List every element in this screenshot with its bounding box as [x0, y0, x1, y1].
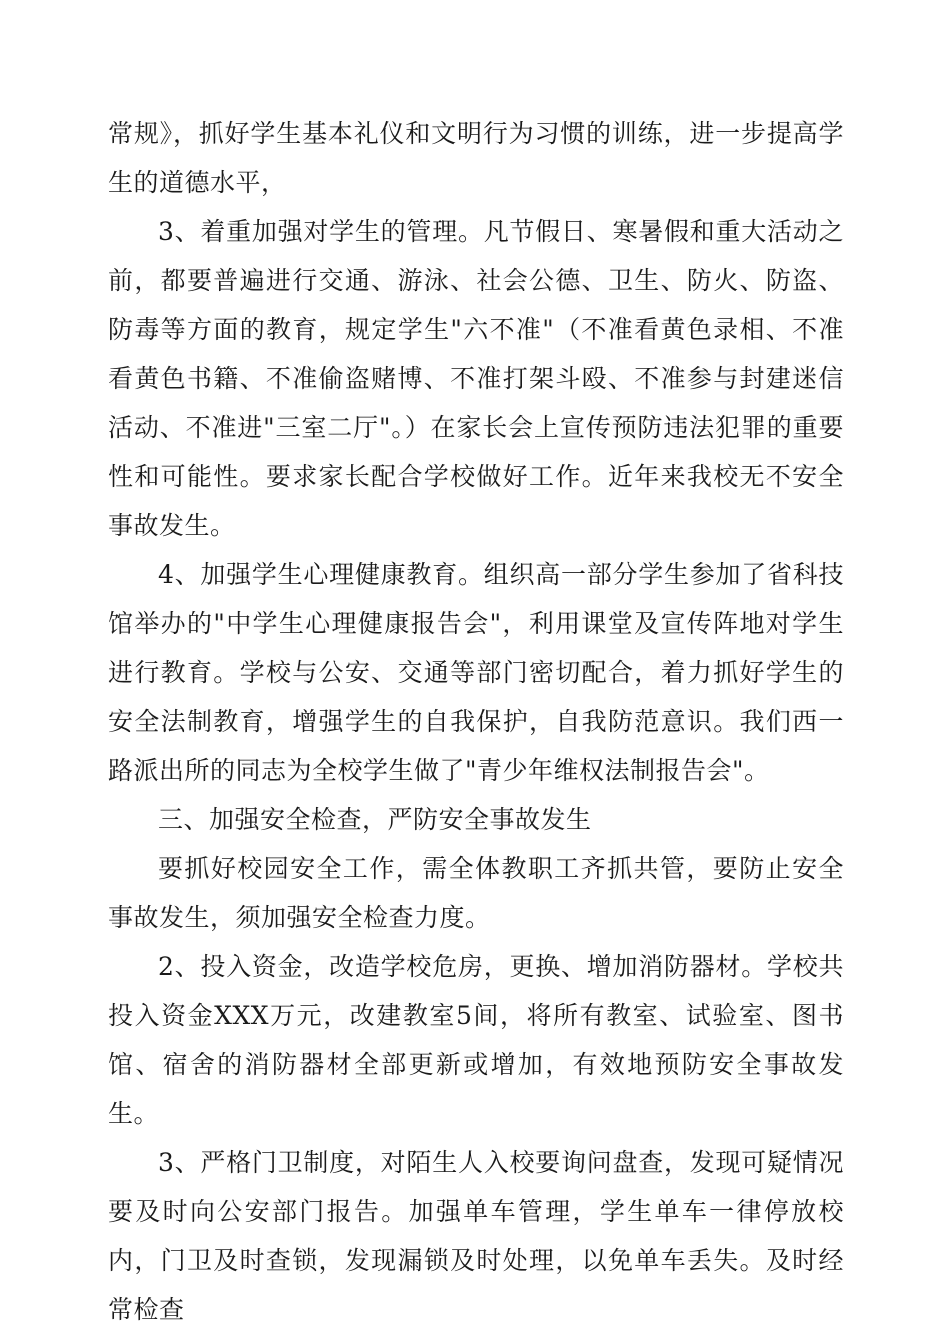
section-heading-safety-inspection: 三、加强安全检查，严防安全事故发生 — [158, 805, 592, 834]
paragraph-campus-safety: 要抓好校园安全工作，需全体教职工齐抓共管，要防止安全事故发生，须加强安全检查力度。 — [108, 854, 844, 932]
paragraph-student-management: 3、着重加强对学生的管理。凡节假日、寒暑假和重大活动之前，都要普遍进行交通、游泳、社会公德、卫生、防火、防盗、防毒等方面的教育，规定学生"六不准"（不准看黄色录相、不准看黄色书籍、不准偷盗赌博、不准打架斗殴、不准参与封建迷信活动、不准进"三室二厅"。）在家长会上宣传预防违法犯罪的重要性和可能性。要求家长配合学校做好工作。近年来我校无不安全事故发生。 — [108, 217, 844, 540]
document-page — [108, 109, 844, 1334]
paragraph-gate-system: 3、严格门卫制度，对陌生人入校要询问盘查，发现可疑情况要及时向公安部门报告。加强单车管理，学生单车一律停放校内，门卫及时查锁，发现漏锁及时处理，以免单车丢失。及时经常检查 — [108, 1148, 844, 1324]
paragraph-investment: 2、投入资金，改造学校危房，更换、增加消防器材。学校共投入资金XXX万元，改建教室5间，将所有教室、试验室、图书馆、宿舍的消防器材全部更新或增加，有效地预防安全事故发生。 — [108, 952, 844, 1128]
paragraph-mental-health: 4、加强学生心理健康教育。组织高一部分学生参加了省科技馆举办的"中学生心理健康报告会"，利用课堂及宣传阵地对学生进行教育。学校与公安、交通等部门密切配合，着力抓好学生的安全法制教育，增强学生的自我保护，自我防范意识。我们西一路派出所的同志为全校学生做了"青少年维权法制报告会"。 — [108, 560, 844, 785]
paragraph-continuation: 常规》，抓好学生基本礼仪和文明行为习惯的训练，进一步提高学生的道德水平， — [108, 119, 844, 197]
